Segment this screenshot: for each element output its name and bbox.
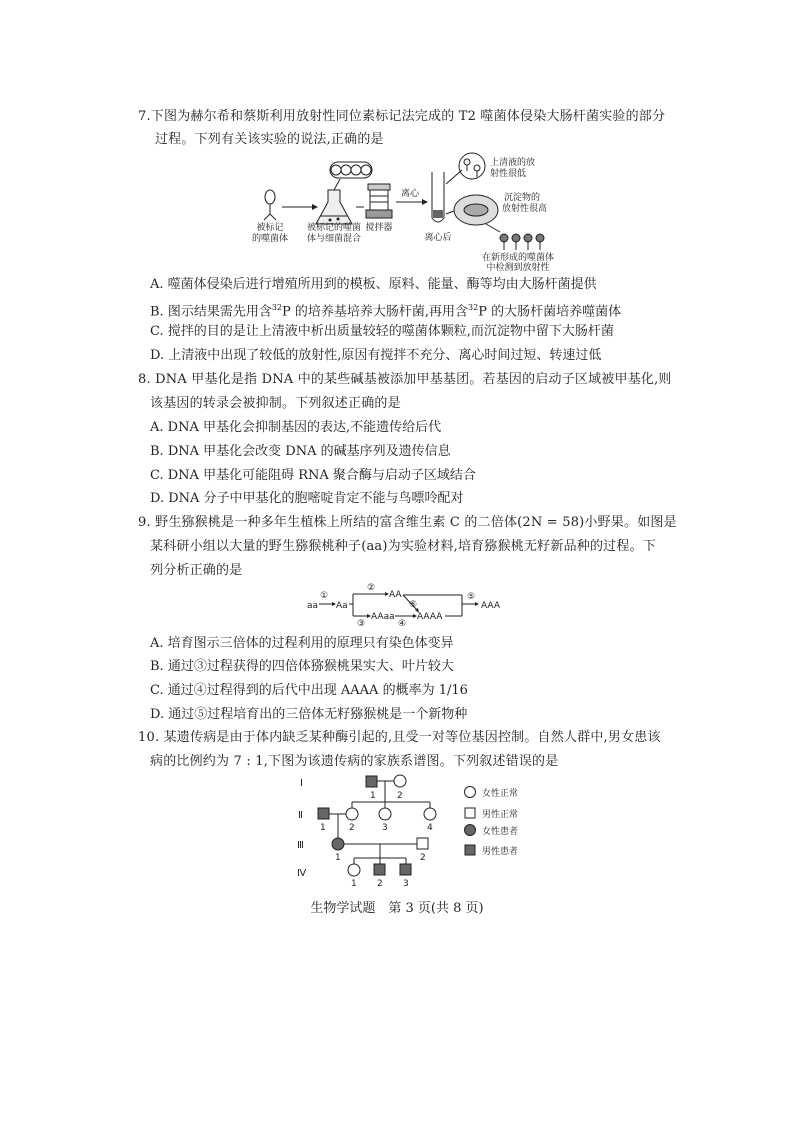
I-1-number: 1 [370,791,376,801]
genotype-AA: AA [389,590,402,600]
step-4: ④ [398,619,407,626]
q7-option-b-mid: P 的培养基培养大肠杆菌,再用含 [282,304,469,320]
legend-affected-female-icon [465,825,476,836]
q8-option-b: B. DNA 甲基化会改变 DNA 的碱基序列及遗传信息 [150,444,451,459]
sediment-bacteria-icon [454,195,498,225]
label-phage-2: 的噬菌体 [251,234,289,244]
III-2-number: 2 [420,853,426,863]
gen-II: Ⅱ [298,810,303,821]
q9-breeding-figure [305,582,515,626]
label-sediment-1: 沉淀物的 [504,193,541,203]
genotype-AAAA: AAAA [417,612,443,622]
phage-group-icon [330,162,372,190]
label-centrifuge: 离心 [400,189,420,199]
IV-2-number: 2 [377,879,383,889]
new-phages-icon [500,234,544,250]
II-1-number: 1 [320,823,326,833]
q7-option-a: A. 噬菌体侵染后进行增殖所用到的模板、原料、能量、酶等均由大肠杆菌提供 [150,277,597,292]
q7-option-c: C. 搅拌的目的是让上清液中析出质量较轻的噬菌体颗粒,而沉淀物中留下大肠杆菌 [150,324,614,339]
legend-affected-male: 男性患者 [482,847,519,857]
supernatant-circle-icon [459,153,485,179]
III-1-affected-female [332,838,344,850]
q8-stem-line2: 该基因的转录会被抑制。下列叙述正确的是 [150,396,401,411]
label-supernatant-1: 上清液的放 [490,158,536,168]
step-2: ② [367,583,376,593]
label-mix-2: 体与细菌混合 [306,234,362,244]
q8-option-c: C. DNA 甲基化可能阻碍 RNA 聚合酶与启动子区域结合 [150,468,476,483]
gen-I: Ⅰ [300,778,303,789]
II-2-normal-female [346,808,358,820]
legend-affected-female: 女性患者 [482,827,519,837]
genotype-aa: aa [307,601,319,611]
II-4-number: 4 [427,823,433,833]
centrifuge-tube-icon [432,172,444,222]
legend-normal-female-icon [465,787,476,798]
q7-option-b-sup-1: 32 [271,303,283,312]
label-after: 离心后 [424,233,452,243]
legend-normal-female: 女性正常 [482,789,519,799]
q7-option-b-end: P 的大肠杆菌培养噬菌体 [478,304,622,320]
step-6: ⑥ [409,600,418,610]
q7-option-b [150,297,621,323]
q7-option-d: D. 上清液中出现了较低的放射性,原因有搅拌不充分、离心时间过短、转速过低 [150,348,602,363]
I-2-normal-female [394,775,406,787]
III-1-number: 1 [335,853,341,863]
q7-stem-line2: 过程。下列有关该实验的说法,正确的是 [155,132,384,147]
q9-option-b: B. 通过③过程获得的四倍体猕猴桃果实大、叶片较大 [150,659,454,674]
flask-icon [316,190,352,224]
legend-normal-male-icon [465,808,475,818]
q9-option-d: D. 通过⑤过程培育出的三倍体无籽猕猴桃是一个新物种 [150,707,468,722]
q9-stem-line1: 9. 野生猕猴桃是一种多年生植株上所结的富含维生素 C 的二倍体(2N = 58)小野果。如图是 [138,515,677,530]
IV-1-normal-female [348,864,360,876]
blender-icon [366,184,392,218]
IV-3-number: 3 [403,879,409,889]
II-2-number: 2 [349,823,355,833]
II-3-normal-female [379,808,391,820]
label-supernatant-2: 射性很低 [490,169,527,179]
labeled-phage-icon [264,190,276,220]
IV-2-affected-male [374,864,385,875]
q7-option-b-start: B. 图示结果需先用含 [150,304,272,320]
I-1-affected-male [366,776,377,787]
label-sediment-2: 放射性很高 [502,204,548,214]
q9-option-c: C. 通过④过程得到的后代中出现 AAAA 的概率为 1/16 [150,683,468,698]
q10-stem-line1: 10. 某遗传病是由于体内缺乏某种酶引起的,且受一对等位基因控制。自然人群中,男女患该 [138,730,661,745]
label-mix: 被标记的噬菌 [306,223,362,233]
genotype-Aa: Aa [336,601,348,611]
step-5: ⑤ [467,592,476,602]
q10-pedigree-figure [290,772,550,890]
page-footer: 生物学试题 第 3 页(共 8 页) [310,901,484,916]
label-new-1: 在新形成的噬菌体 [481,253,555,263]
IV-3-affected-male [400,864,411,875]
q9-stem-line3: 列分析正确的是 [150,563,243,578]
q7-phage-experiment-figure [250,152,560,272]
III-2-normal-male [417,838,428,849]
step-3: ③ [357,619,366,626]
legend-normal-male: 男性正常 [482,810,519,820]
q9-option-a: A. 培育图示三倍体的过程利用的原理只有染色体变异 [150,636,454,651]
q8-option-a: A. DNA 甲基化会抑制基因的表达,不能遗传给后代 [150,420,442,435]
gen-IV: Ⅳ [297,868,307,879]
gen-III: Ⅲ [297,840,304,851]
label-new-2: 中检测到放射性 [486,263,550,272]
q9-stem-line2: 某科研小组以大量的野生猕猴桃种子(aa)为实验材料,培育猕猴桃无籽新品种的过程。下 [150,539,656,554]
IV-1-number: 1 [351,879,357,889]
q10-stem-line2: 病的比例约为 7 : 1,下图为该遗传病的家族系谱图。下列叙述错误的是 [150,754,559,769]
q8-stem-line1: 8. DNA 甲基化是指 DNA 中的某些碱基被添加甲基基团。若基因的启动子区域被甲基化,则 [138,372,672,387]
II-1-affected-male [318,808,329,819]
legend-affected-male-icon [465,845,475,855]
I-2-number: 2 [397,791,403,801]
II-3-number: 3 [382,823,388,833]
genotype-AAaa: AAaa [371,612,395,622]
q7-stem-line1: 7.下图为赫尔希和蔡斯利用放射性同位素标记法完成的 T2 噬菌体侵染大肠杆菌实验的部分 [138,109,666,124]
label-phage: 被标记 [256,223,284,233]
q7-option-b-sup-2: 32 [468,303,479,312]
II-4-normal-female [424,808,436,820]
label-blender: 搅拌器 [365,223,393,233]
genotype-AAA: AAA [481,601,500,611]
q8-option-d: D. DNA 分子中甲基化的胞嘧啶肯定不能与鸟嘌呤配对 [150,491,464,506]
step-1: ① [320,591,329,601]
